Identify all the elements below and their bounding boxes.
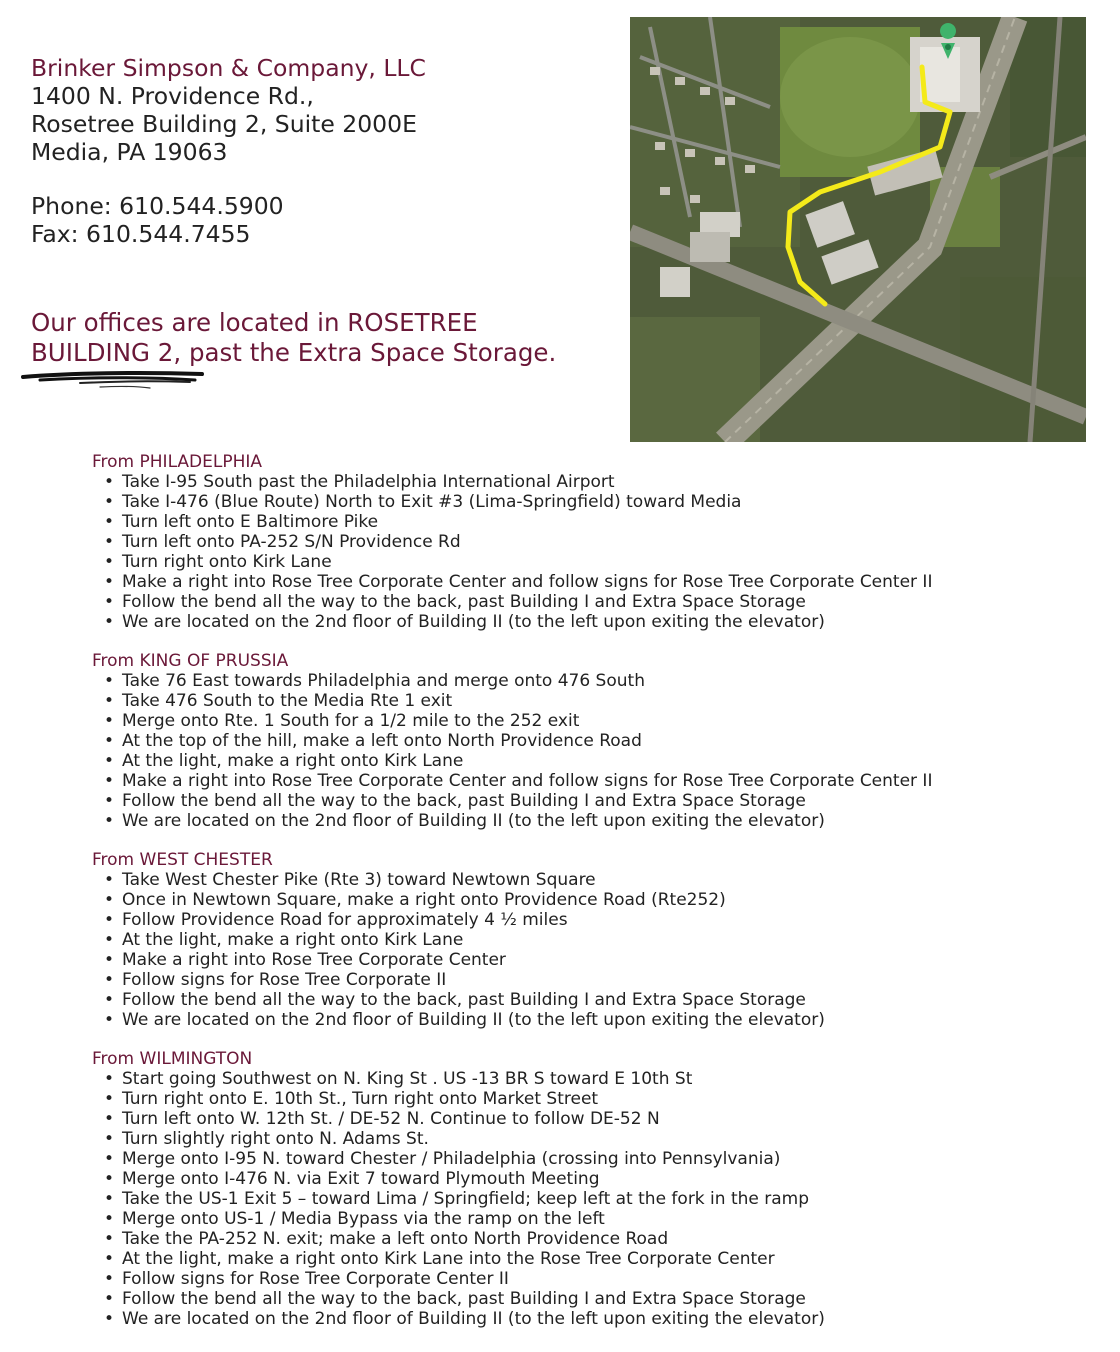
section-title-wilmington: From WILMINGTON [92,1049,253,1069]
brush-underline [20,368,205,394]
direction-step: • Follow signs for Rose Tree Corporate Center II [104,1269,509,1289]
direction-step: • Make a right into Rose Tree Corporate Center [104,950,506,970]
address-line-1: 1400 N. Providence Rd., [31,82,314,110]
direction-step: • Merge onto I-476 N. via Exit 7 toward Plymouth Meeting [104,1169,600,1189]
direction-step: • Merge onto Rte. 1 South for a 1/2 mile to the 252 exit [104,711,580,731]
direction-step: • Follow signs for Rose Tree Corporate II [104,970,447,990]
address-line-2: Rosetree Building 2, Suite 2000E [31,110,417,138]
address-line-3: Media, PA 19063 [31,138,228,166]
direction-step: • Make a right into Rose Tree Corporate Center and follow signs for Rose Tree Corporate Center II [104,572,933,592]
direction-step: • Follow the bend all the way to the back, past Building I and Extra Space Storage [104,1289,806,1309]
direction-step: • Turn left onto E Baltimore Pike [104,512,379,532]
direction-step: • Take West Chester Pike (Rte 3) toward Newtown Square [104,870,596,890]
direction-step: • Turn right onto Kirk Lane [104,552,332,572]
direction-step: • Take I-476 (Blue Route) North to Exit #3 (Lima-Springfield) toward Media [104,492,742,512]
company-name: Brinker Simpson & Company, LLC [31,54,426,82]
direction-step: • Follow the bend all the way to the back, past Building I and Extra Space Storage [104,592,806,612]
aerial-map [630,17,1086,442]
direction-step: • Turn right onto E. 10th St., Turn right onto Market Street [104,1089,599,1109]
direction-step: • At the light, make a right onto Kirk Lane into the Rose Tree Corporate Center [104,1249,775,1269]
direction-step: • Take the PA-252 N. exit; make a left onto North Providence Road [104,1229,669,1249]
direction-step: • At the light, make a right onto Kirk Lane [104,930,464,950]
direction-step: • Follow the bend all the way to the back, past Building I and Extra Space Storage [104,990,806,1010]
aerial-map-image [630,17,1086,442]
direction-step: • We are located on the 2nd floor of Building II (to the left upon exiting the elevator) [104,612,825,632]
direction-step: • We are located on the 2nd floor of Building II (to the left upon exiting the elevator) [104,811,825,831]
fax-number: Fax: 610.544.7455 [31,220,251,248]
direction-step: • Turn left onto PA-252 S/N Providence Rd [104,532,461,552]
headline-line-1: Our offices are located in ROSETREE [31,308,478,337]
direction-step: • Follow Providence Road for approximately 4 ½ miles [104,910,568,930]
direction-step: • At the top of the hill, make a left onto North Providence Road [104,731,642,751]
direction-step: • Make a right into Rose Tree Corporate Center and follow signs for Rose Tree Corporate Center II [104,771,933,791]
direction-step: • Merge onto US-1 / Media Bypass via the ramp on the left [104,1209,605,1229]
direction-step: • Once in Newtown Square, make a right onto Providence Road (Rte252) [104,890,726,910]
direction-step: • Take the US-1 Exit 5 – toward Lima / Springfield; keep left at the fork in the ramp [104,1189,810,1209]
direction-step: • Turn left onto W. 12th St. / DE-52 N. Continue to follow DE-52 N [104,1109,660,1129]
direction-step: • At the light, make a right onto Kirk Lane [104,751,464,771]
direction-step: • We are located on the 2nd floor of Building II (to the left upon exiting the elevator) [104,1010,825,1030]
direction-step: • Follow the bend all the way to the back, past Building I and Extra Space Storage [104,791,806,811]
direction-step: • Merge onto I-95 N. toward Chester / Philadelphia (crossing into Pennsylvania) [104,1149,781,1169]
direction-step: • Take 76 East towards Philadelphia and merge onto 476 South [104,671,645,691]
phone-number: Phone: 610.544.5900 [31,192,284,220]
office-location-headline [31,308,556,368]
direction-step: • Start going Southwest on N. King St . US -13 BR S toward E 10th St [104,1069,693,1089]
section-title-king-of-prussia: From KING OF PRUSSIA [92,651,289,671]
section-title-philadelphia: From PHILADELPHIA [92,452,263,472]
section-title-west-chester: From WEST CHESTER [92,850,273,870]
direction-step: • We are located on the 2nd floor of Building II (to the left upon exiting the elevator) [104,1309,825,1329]
direction-step: • Turn slightly right onto N. Adams St. [104,1129,429,1149]
direction-step: • Take I-95 South past the Philadelphia International Airport [104,472,615,492]
headline-line-2: BUILDING 2, past the Extra Space Storage. [31,338,557,367]
direction-step: • Take 476 South to the Media Rte 1 exit [104,691,453,711]
